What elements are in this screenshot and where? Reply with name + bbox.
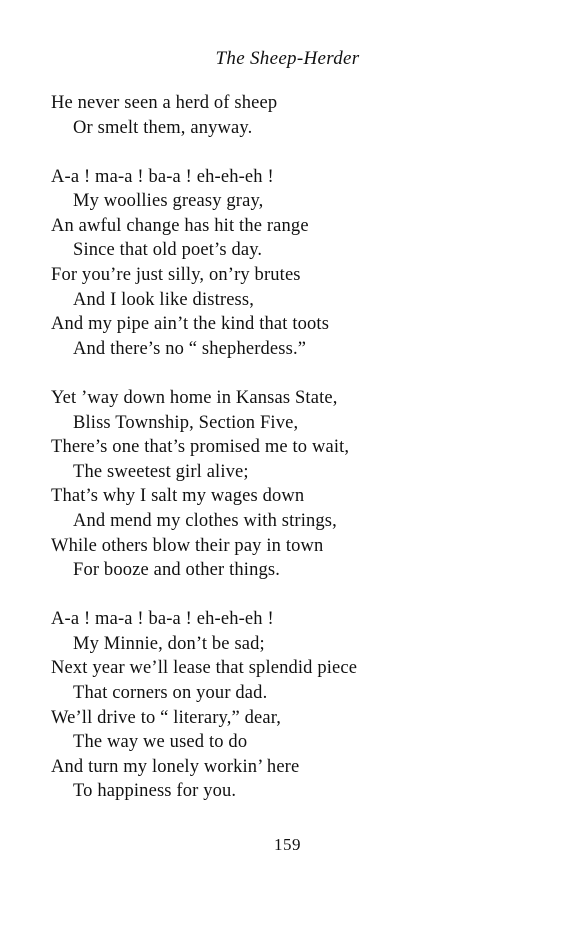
poem-line: The way we used to do — [73, 732, 248, 753]
poem-line: And my pipe ain’t the kind that toots — [51, 314, 330, 335]
page-number: 159 — [274, 835, 301, 854]
poem-line: There’s one that’s promised me to wait, — [51, 437, 350, 458]
poem-line: An awful change has hit the range — [51, 215, 309, 236]
stanza-2 — [51, 165, 531, 362]
stanza-1 — [51, 91, 531, 140]
poem-line: And turn my lonely workin’ here — [51, 756, 300, 777]
poem-line: To happiness for you. — [73, 781, 237, 802]
poem-line: While others blow their pay in town — [51, 535, 324, 556]
poem-line: That corners on your dad. — [73, 682, 268, 703]
poem-line: Next year we’ll lease that splendid piece — [51, 658, 358, 679]
poem-line: That’s why I salt my wages down — [51, 486, 305, 507]
poem-line: The sweetest girl alive; — [73, 461, 249, 482]
poem-line: He never seen a herd of sheep — [51, 93, 278, 113]
poem-line: For you’re just silly, on’ry brutes — [51, 265, 301, 286]
poem-line: And I look like distress, — [73, 289, 255, 310]
poem-line: A-a ! ma-a ! ba-a ! eh-eh-eh ! — [51, 166, 274, 187]
stanza-4 — [51, 607, 531, 804]
poem-line: Since that old poet’s day. — [73, 240, 263, 261]
poem-line: My Minnie, don’t be sad; — [73, 633, 265, 654]
poem-line: And there’s no “ shepherdess.” — [73, 338, 307, 359]
poem-body — [51, 91, 531, 828]
running-head: The Sheep-Herder — [215, 48, 360, 69]
poem-line: My woollies greasy gray, — [73, 191, 264, 212]
poem-line: And mend my clothes with strings, — [73, 510, 337, 531]
poem-line: Yet ’way down home in Kansas State, — [51, 387, 338, 408]
stanza-3 — [51, 386, 531, 583]
poem-line: A-a ! ma-a ! ba-a ! eh-eh-eh ! — [51, 609, 274, 630]
poem-line: Bliss Township, Section Five, — [73, 412, 299, 433]
poem-line: We’ll drive to “ literary,” dear, — [51, 707, 282, 728]
poem-line: For booze and other things. — [73, 560, 280, 581]
poem-line: Or smelt them, anyway. — [73, 117, 253, 138]
